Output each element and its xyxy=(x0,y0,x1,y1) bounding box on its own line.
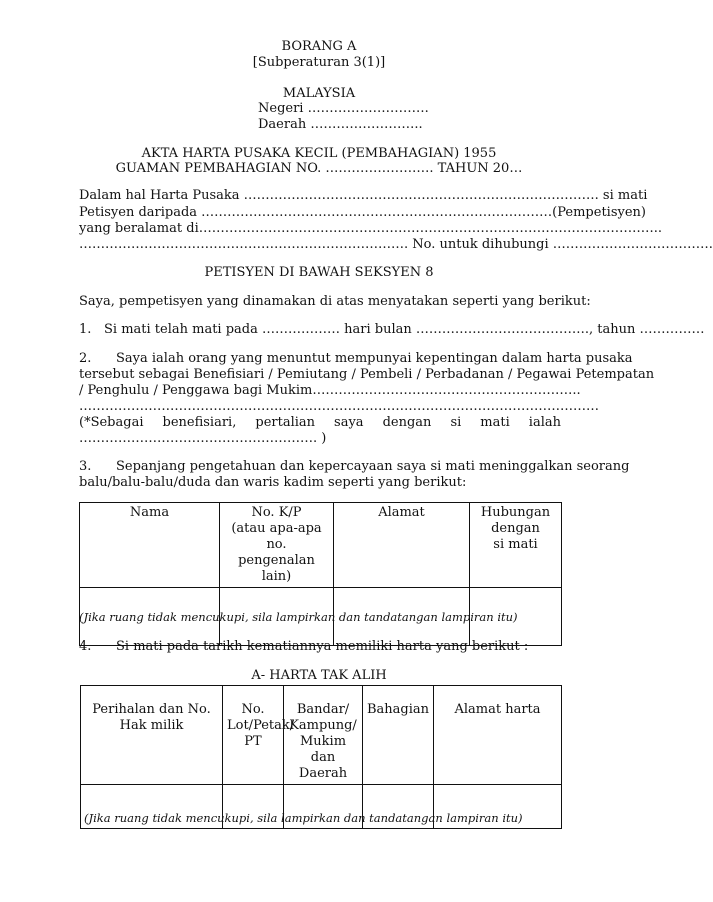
item-4-text: Si mati pada tarikh kematiannya memiliki harta yang berikut : xyxy=(116,639,529,654)
heirs-table-note: (Jika ruang tidak mencukupi, sila lampirkan dan tandatangan lampiran itu) xyxy=(79,610,518,624)
form-title: BORANG A xyxy=(281,39,357,54)
heirs-header-address: Alamat xyxy=(334,503,470,588)
item-1-number: 1. xyxy=(79,322,92,337)
heirs-table-header-row xyxy=(80,503,562,588)
property-header-share: Bahagian xyxy=(363,686,434,785)
property-header-address: Alamat harta xyxy=(434,686,562,785)
heirs-header-id: No. K/P (atau apa-apa no. pengenalan lain) xyxy=(220,503,334,588)
item-2-line-5: (*Sebagai benefisiari, pertalian saya dengan si mati ialah xyxy=(79,415,561,430)
intro-line-address: yang beralamat di…………………………………………………………………………………………….. xyxy=(79,221,662,236)
intro-line-contact: …………………………………………………………………. No. untuk dihubungi ………………………………. xyxy=(79,237,713,252)
item-3-line-1: Sepanjang pengetahuan dan kepercayaan saya si mati meninggalkan seorang xyxy=(116,459,630,474)
property-table-title: A- HARTA TAK ALIH xyxy=(251,668,387,683)
intro-line-petitioner: Petisyen daripada ………………………………………………………………………(Pempetisyen) xyxy=(79,205,646,220)
declaration-text: Saya, pempetisyen yang dinamakan di atas menyatakan seperti yang berikut: xyxy=(79,294,591,309)
act-title: AKTA HARTA PUSAKA KECIL (PEMBAHAGIAN) 1955 xyxy=(141,146,497,161)
state-field: Negeri ………………………. xyxy=(258,101,429,116)
property-table xyxy=(80,685,562,829)
item-3-line-2: balu/balu-balu/duda dan waris kadim seperti yang berikut: xyxy=(79,475,467,490)
item-2-line-1: Saya ialah orang yang menuntut mempunyai kepentingan dalam harta pusaka xyxy=(116,351,633,366)
item-4-number: 4. xyxy=(79,639,92,654)
property-table-header-row xyxy=(81,686,562,785)
section-heading: PETISYEN DI BAWAH SEKSYEN 8 xyxy=(204,265,434,280)
item-2-number: 2. xyxy=(79,351,92,366)
item-2-line-3: / Penghulu / Penggawa bagi Mukim…………………………………………………….. xyxy=(79,383,581,398)
item-1-text: Si mati telah mati pada ……………… hari bulan …………………………………., tahun …………… xyxy=(104,322,705,337)
property-header-location: Bandar/ Kampung/ Mukim dan Daerah xyxy=(284,686,363,785)
item-2-line-4: ………………………………………………………………………………………………………… xyxy=(79,399,599,414)
property-table-note: (Jika ruang tidak mencukupi, sila lampirkan dan tandatangan lampiran itu) xyxy=(84,811,523,825)
case-number: GUAMAN PEMBAHAGIAN NO. ……………………. TAHUN 20… xyxy=(115,161,523,176)
heirs-header-name: Nama xyxy=(80,503,220,588)
country-label: MALAYSIA xyxy=(282,86,356,101)
sub-regulation: [Subperaturan 3(1)] xyxy=(252,55,386,70)
item-2-line-2: tersebut sebagai Benefisiari / Pemiutang / Pembeli / Perbadanan / Pegawai Petempatan xyxy=(79,367,655,382)
district-field: Daerah …………………….. xyxy=(258,117,423,132)
heirs-header-relation: Hubungan dengan si mati xyxy=(470,503,562,588)
property-header-description: Perihalan dan No. Hak milik xyxy=(81,686,223,785)
item-3-number: 3. xyxy=(79,459,92,474)
property-header-lot: No. Lot/Petak/ PT xyxy=(223,686,284,785)
intro-line-estate: Dalam hal Harta Pusaka ………………………………………………………………………. si mati xyxy=(79,188,648,203)
item-2-line-6: ………………………………………………. ) xyxy=(79,431,327,446)
